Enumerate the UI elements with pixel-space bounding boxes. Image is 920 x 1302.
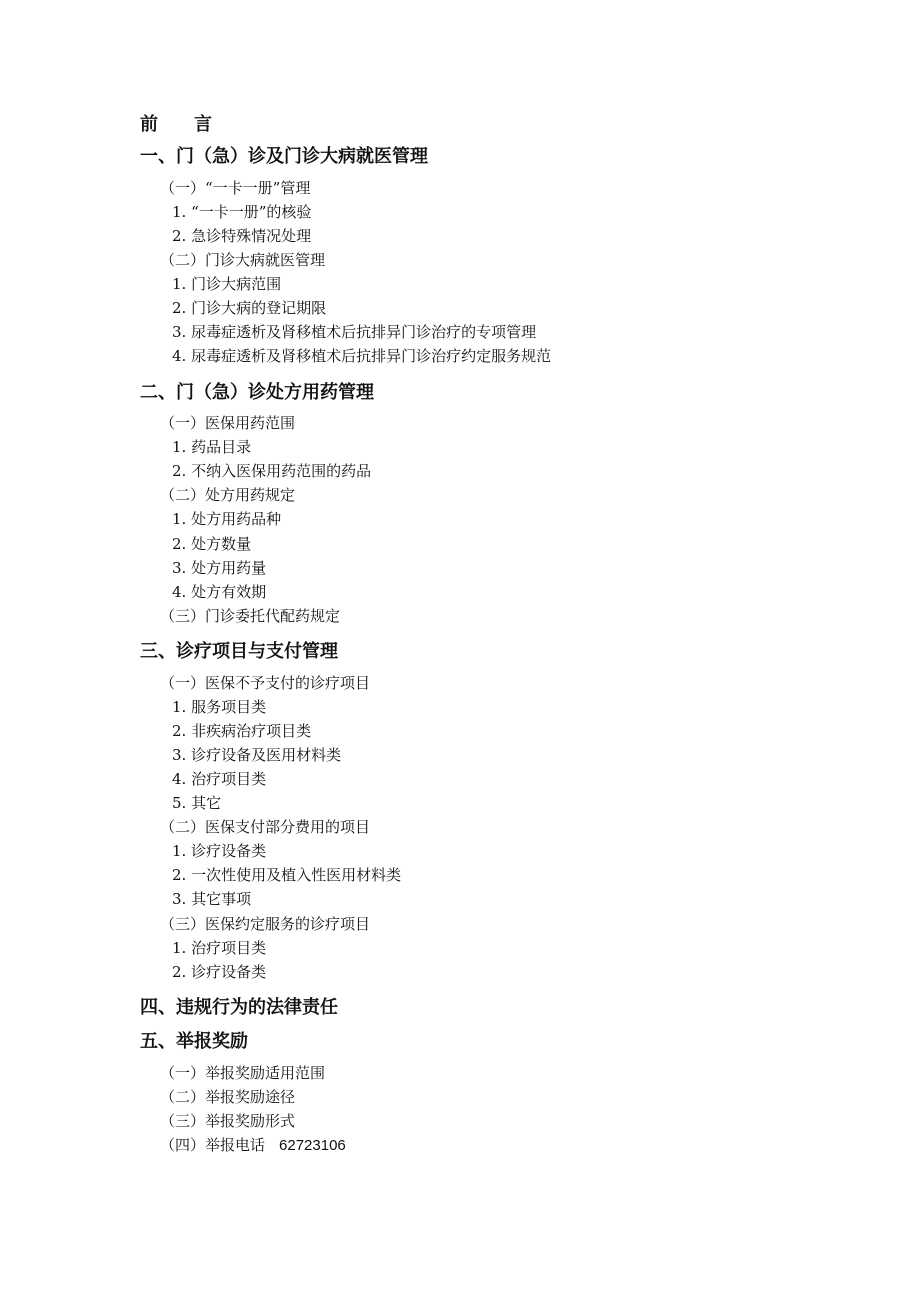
numbered-item [172,772,266,787]
numbered-item [172,844,266,859]
item-text: 3. 其它事项 [172,890,252,908]
item-text: 1. 服务项目类 [172,698,267,716]
subsection-item [160,1066,325,1081]
item-text: 2. 一次性使用及植入性医用材料类 [172,866,402,884]
numbered-item [172,561,266,576]
subsection-item [160,609,340,624]
numbered-item [172,537,251,552]
numbered-item [172,349,551,364]
section-heading: 五、举报奖励 [140,1031,248,1052]
item-text: 4. 尿毒症透析及肾移植术后抗排异门诊治疗约定服务规范 [172,347,552,365]
item-text: 2. 急诊特殊情况处理 [172,227,312,245]
numbered-item [172,277,281,292]
item-text: 1. 治疗项目类 [172,939,267,957]
numbered-item [172,464,371,479]
section-heading: 二、门（急）诊处方用药管理 [140,382,374,403]
numbered-item [172,868,401,883]
subsection-item [160,1138,346,1153]
section-heading: 三、诊疗项目与支付管理 [140,641,338,662]
item-text: （四）举报电话 [160,1136,266,1154]
numbered-item [172,585,266,600]
item-text: 2. 门诊大病的登记期限 [172,299,327,317]
item-text: （一）医保不予支付的诊疗项目 [160,674,371,692]
item-text: （三）举报奖励形式 [160,1112,296,1130]
item-text: （三）门诊委托代配药规定 [160,607,341,625]
item-text: （三）医保约定服务的诊疗项目 [160,915,371,933]
item-text: （一）举报奖励适用范围 [160,1064,326,1082]
item-text: （一）“一卡一册”管理 [160,179,311,197]
item-text: 5. 其它 [172,794,222,812]
numbered-item [172,892,251,907]
item-text: 1. “一卡一册”的核验 [172,203,312,221]
subsection-item [160,820,370,835]
item-text: （二）处方用药规定 [160,486,296,504]
item-text: 4. 治疗项目类 [172,770,267,788]
section-heading: 一、门（急）诊及门诊大病就医管理 [140,146,428,167]
numbered-item [172,965,266,980]
numbered-item [172,724,311,739]
subsection-item [160,676,370,691]
item-text: 3. 诊疗设备及医用材料类 [172,746,342,764]
item-text: （二）举报奖励途径 [160,1088,296,1106]
numbered-item [172,301,326,316]
item-text: 2. 非疾病治疗项目类 [172,722,312,740]
item-text: 2. 处方数量 [172,535,252,553]
subsection-item [160,181,310,196]
numbered-item [172,440,251,455]
preface-heading [140,116,212,134]
numbered-item [172,700,266,715]
numbered-item [172,748,341,763]
numbered-item [172,796,221,811]
subsection-item [160,1114,295,1129]
item-text: 3. 处方用药量 [172,559,267,577]
report-phone-number: 62723106 [279,1137,346,1154]
item-text: （二）门诊大病就医管理 [160,251,326,269]
subsection-item [160,253,325,268]
section-heading: 四、违规行为的法律责任 [140,997,338,1018]
item-text: 1. 诊疗设备类 [172,842,267,860]
numbered-item [172,205,311,220]
item-text: （一）医保用药范围 [160,414,296,432]
subsection-item [160,1090,295,1105]
item-text: （二）医保支付部分费用的项目 [160,818,371,836]
item-text: 1. 药品目录 [172,438,252,456]
numbered-item [172,941,266,956]
item-text: 2. 不纳入医保用药范围的药品 [172,462,372,480]
preface-char-2: 言 [194,114,212,135]
item-text: 3. 尿毒症透析及肾移植术后抗排异门诊治疗的专项管理 [172,323,537,341]
item-text: 1. 处方用药品种 [172,510,282,528]
item-text: 1. 门诊大病范围 [172,275,282,293]
numbered-item [172,229,311,244]
numbered-item [172,512,281,527]
subsection-item [160,917,370,932]
subsection-item [160,488,295,503]
item-text: 4. 处方有效期 [172,583,267,601]
item-text: 2. 诊疗设备类 [172,963,267,981]
subsection-item [160,416,295,431]
numbered-item [172,325,536,340]
preface-char-1: 前 [140,114,158,135]
